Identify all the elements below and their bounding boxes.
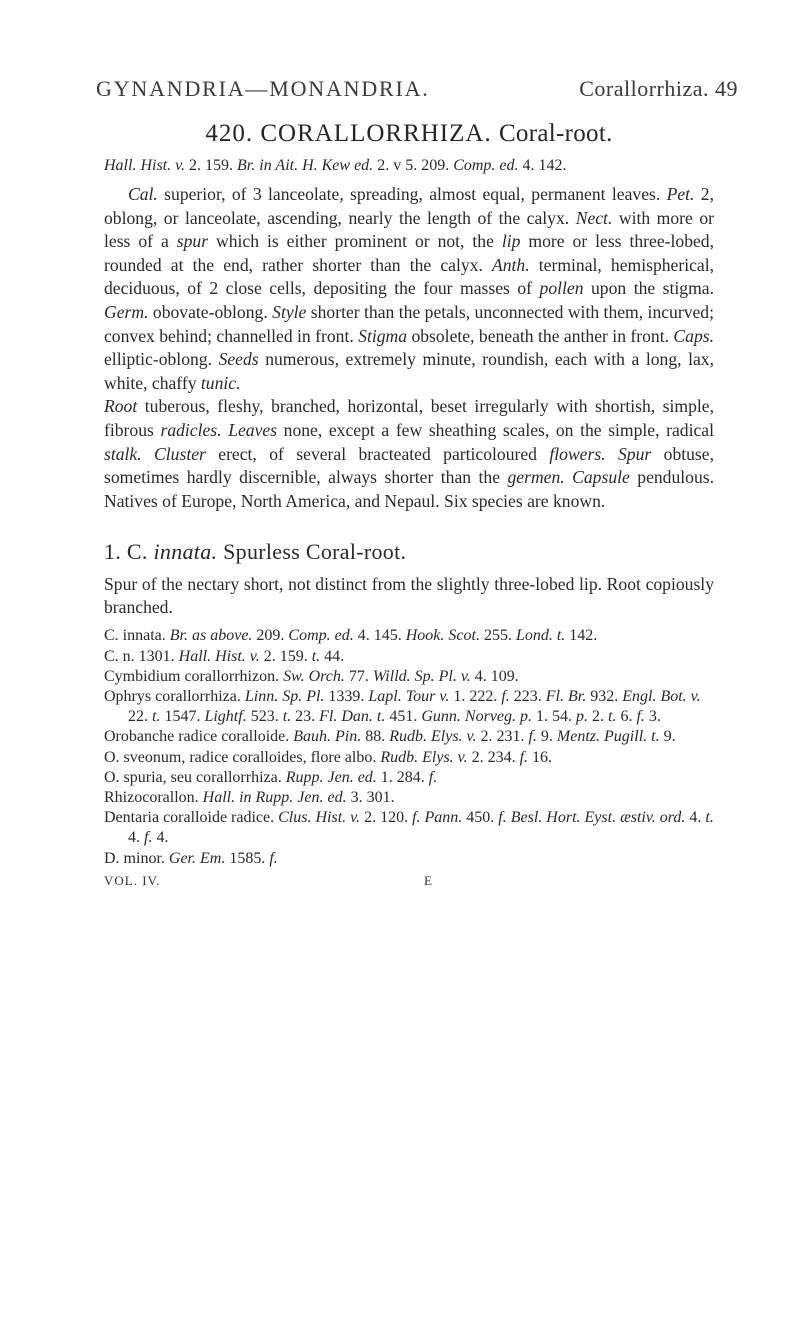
text-run: 2. 234. — [467, 748, 520, 766]
text-run: 2. 231. — [476, 728, 529, 746]
synonym-entry — [104, 647, 714, 667]
text-run: elliptic-oblong. — [104, 349, 219, 370]
italic-run: Clus. Hist. v. — [278, 809, 361, 827]
ref-part: Comp. ed. — [453, 157, 519, 174]
text-run: 3. — [644, 708, 661, 726]
text-run: Rhizocorallon. — [104, 788, 203, 806]
italic-run: Lond. t. — [515, 627, 566, 645]
synonym-entry — [104, 667, 714, 687]
text-run: 450. — [462, 809, 499, 827]
text-run: Ophrys corallorrhiza. — [104, 687, 245, 705]
species-heading — [104, 539, 714, 565]
text-run: 16. — [528, 748, 553, 766]
italic-run: lip — [501, 231, 521, 252]
text-run: 9. — [659, 728, 676, 746]
italic-run: Fl. Br. — [545, 687, 587, 705]
ref-part: 4. 142. — [518, 157, 567, 174]
running-head-title: GYNANDRIA—MONANDRIA. — [96, 76, 430, 101]
natural-character — [104, 395, 714, 513]
text-run: 142. — [565, 627, 598, 645]
text-run: 4. — [152, 829, 169, 847]
italic-run: Hall. Hist. v. — [178, 647, 260, 665]
text-run: with more or less of a — [104, 207, 715, 252]
italic-run: Rudb. Elys. v. — [389, 728, 477, 746]
text-run: pendulous. Natives of Europe, North America, and Nepaul. Six species are known. — [104, 467, 714, 511]
genus-references — [104, 156, 714, 175]
text-run: 22. — [128, 708, 152, 726]
text-run: 223. — [509, 687, 546, 705]
generic-character — [104, 183, 714, 395]
italic-run: Mentz. Pugill. t. — [556, 728, 660, 746]
italic-run: f. — [636, 708, 645, 726]
italic-run: Capsule — [572, 467, 630, 488]
italic-run: Engl. Bot. v. — [622, 687, 701, 705]
text-run: erect, of several bracteated particoloured — [205, 443, 550, 464]
text-run: 77. — [344, 667, 373, 685]
text-run: Orobanche radice coralloide. — [104, 728, 294, 746]
italic-run: Linn. Sp. Pl. — [244, 687, 325, 705]
running-head-genus: Corallorrhiza. — [579, 76, 709, 101]
text-run: 4. 109. — [470, 667, 519, 685]
text-run: terminal, hemispherical, deciduous, of 2 close cells, depositing the four masses of — [104, 254, 715, 299]
synonym-entry — [104, 626, 714, 646]
italic-run: f. — [428, 768, 438, 786]
text-run: obtuse, sometimes hardly discernible, always shorter than the — [104, 443, 714, 488]
italic-run: Fl. Dan. t. — [319, 708, 386, 726]
italic-run: flowers. — [549, 443, 606, 464]
text-run: 2. — [588, 708, 609, 726]
synonym-entry — [104, 748, 714, 768]
text-run: 6. — [616, 708, 637, 726]
ref-part: 2. v 5. 209. — [373, 157, 454, 174]
synonym-entry — [104, 727, 714, 747]
italic-run: Anth. — [492, 254, 530, 275]
synonym-entry — [104, 849, 714, 869]
text-run: C. n. 1301. — [104, 647, 179, 665]
italic-run: radicles. — [160, 419, 222, 440]
italic-run: Sw. Orch. — [283, 667, 345, 685]
italic-run: Ger. Em. — [168, 849, 226, 867]
text-run: upon the stigma. — [583, 278, 714, 299]
italic-run: f. — [519, 748, 529, 766]
italic-run: Style — [272, 301, 307, 322]
italic-run: f. — [269, 849, 278, 867]
text-run: 23. — [291, 708, 320, 726]
volume-label: VOL. IV. — [104, 872, 161, 888]
synonym-entry — [104, 687, 714, 727]
text-run: 1. 222. — [449, 687, 502, 705]
italic-run: Hall. in Rupp. Jen. ed. — [202, 788, 347, 806]
italic-run: Willd. Sp. Pl. v. — [372, 667, 471, 685]
running-head-right — [579, 76, 738, 102]
synonym-entry — [104, 768, 714, 788]
synonym-entry — [104, 788, 714, 808]
text-run: 255. — [479, 627, 516, 645]
italic-run: Gunn. Norveg. p. — [421, 708, 533, 726]
species-common-name: Spurless Coral-root. — [217, 539, 407, 565]
italic-run: t. — [705, 809, 714, 827]
text-run: obovate-oblong. — [148, 301, 273, 322]
italic-run: Seeds — [218, 349, 259, 370]
italic-run: stalk. — [104, 443, 142, 464]
text-run: more or less three-lobed, rounded at the end, rather shorter than the calyx. — [104, 231, 714, 275]
italic-run: spur — [176, 231, 209, 252]
italic-run: f. — [498, 809, 507, 827]
species-number: 1. C. — [104, 539, 154, 565]
text-run: obsolete, beneath the anther in front. — [407, 325, 674, 346]
italic-run: Lapl. Tour v. — [368, 687, 450, 705]
italic-run: f. — [412, 809, 421, 827]
italic-run: pollen — [539, 278, 584, 299]
italic-run: f. — [144, 829, 153, 847]
italic-run: Cal. — [128, 184, 158, 204]
italic-run: Nect. — [575, 207, 613, 228]
text-run: none, except a few sheathing scales, on the simple, radical — [277, 419, 714, 440]
text-run: 1339. — [324, 687, 369, 705]
text-run: 451. — [385, 708, 422, 726]
italic-run: Leaves — [228, 419, 278, 440]
text-run: 2. 120. — [360, 809, 413, 827]
text-run: 2, oblong, or lanceolate, ascending, nearly the length of the calyx. — [104, 184, 714, 228]
text-run: Dentaria coralloide radice. — [104, 809, 279, 827]
text-run: 4. — [128, 829, 144, 847]
text-run: O. sveonum, radice coralloides, flore albo. — [104, 748, 381, 766]
italic-run: Spur — [618, 443, 652, 464]
italic-run: Pann. — [424, 809, 463, 827]
ref-part: Br. in Ait. H. Kew ed. — [237, 157, 374, 174]
text-run: D. minor. — [104, 849, 169, 867]
italic-run: Root — [104, 396, 138, 417]
text-run: 9. — [536, 728, 557, 746]
signature-mark: E — [424, 872, 433, 888]
italic-run: t. — [152, 708, 161, 726]
text-run — [606, 444, 618, 464]
synonym-list — [104, 626, 714, 868]
text-run: 4. 145. — [353, 627, 406, 645]
italic-run: Lightf. — [204, 708, 247, 726]
text-run: 932. — [586, 687, 623, 705]
genus-common-name: Coral-root. — [498, 120, 613, 147]
italic-run: Cluster — [154, 443, 206, 464]
text-run: 1. 284. — [376, 768, 429, 786]
text-run: O. spuria, seu corallorrhiza. — [104, 768, 286, 786]
running-head — [96, 76, 738, 102]
synonym-entry — [104, 808, 714, 848]
text-run: 4. — [685, 809, 706, 827]
italic-run: Germ. — [104, 301, 149, 322]
italic-run: f. — [501, 687, 510, 705]
text-run: which is either prominent or not, the — [208, 231, 502, 252]
italic-run: t. — [282, 708, 292, 726]
text-run: tuberous, fleshy, branched, horizontal, beset irregularly with shortish, simple, fibrous — [104, 396, 714, 440]
italic-run: Stigma — [358, 325, 408, 346]
italic-run: Pet. — [666, 184, 695, 204]
page-footer — [104, 873, 714, 889]
text-run: 44. — [320, 647, 345, 665]
species-description: Spur of the nectary short, not distinct from the slightly three-lobed lip. Root copiously branched. — [104, 574, 714, 617]
text-run: 209. — [252, 627, 289, 645]
text-run: 1. 54. — [532, 708, 577, 726]
text-run: 3. 301. — [346, 788, 395, 806]
text-run: C. innata. — [104, 627, 170, 645]
text-run: Cymbidium corallorrhizon. — [104, 667, 284, 685]
italic-run: Bauh. Pin. — [293, 728, 362, 746]
italic-run: t. — [608, 708, 617, 726]
italic-run: Hook. Scot. — [405, 627, 480, 645]
italic-run: Comp. ed. — [288, 627, 354, 645]
book-page — [96, 76, 738, 889]
text-run: 1585. — [225, 849, 270, 867]
text-run: 523. — [246, 708, 283, 726]
genus-heading — [104, 120, 714, 148]
italic-run: Br. as above. — [169, 627, 253, 645]
text-run: 1547. — [160, 708, 205, 726]
text-run: 2. 159. — [259, 647, 312, 665]
italic-run: p. — [576, 708, 589, 726]
italic-run: f. — [528, 728, 537, 746]
italic-run: Rupp. Jen. ed. — [285, 768, 377, 786]
genus-number-name: 420. CORALLORRHIZA. — [205, 120, 492, 147]
text-run: shorter than the petals, unconnected with them, incurved; convex behind; channelled in front. — [104, 301, 714, 346]
text-run — [142, 444, 154, 464]
page-number: 49 — [715, 76, 738, 101]
italic-run: germen. — [507, 467, 565, 488]
text-run: numerous, extremely minute, roundish, each with a long, lax, white, chaffy — [104, 349, 714, 393]
text-run: superior, of 3 lanceolate, spreading, almost equal, permanent leaves. — [157, 184, 667, 204]
italic-run: Besl. Hort. Eyst. æstiv. ord. — [510, 809, 686, 827]
text-run: 88. — [361, 728, 390, 746]
italic-run: tunic. — [200, 372, 241, 393]
italic-run: Caps. — [673, 325, 714, 346]
species-name: innata. — [153, 539, 218, 565]
ref-part: 2. 159. — [185, 157, 238, 174]
ref-part: Hall. Hist. v. — [104, 157, 186, 174]
italic-run: t. — [311, 647, 321, 665]
italic-run: Rudb. Elys. v. — [380, 748, 468, 766]
